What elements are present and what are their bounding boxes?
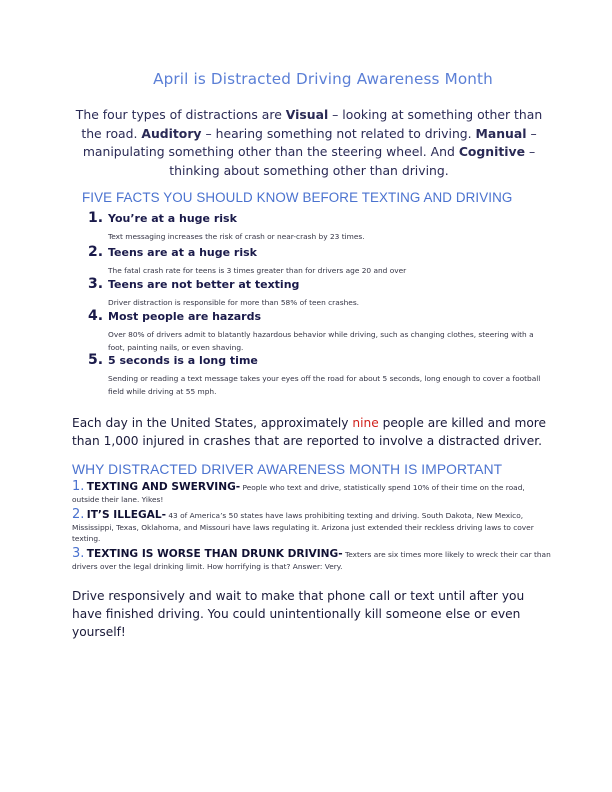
fact-title: 5 seconds is a long time bbox=[108, 354, 258, 367]
fact-number: 2. bbox=[88, 244, 104, 260]
why-text: 43 of America’s 50 states have laws prohibiting texting and driving. South Dakota, New Mexico, Mississippi, Texas, Oklahoma, and Missouri have laws regulating it. Arizona just extended their reckless driving laws to cover texting. bbox=[72, 511, 534, 543]
facts-heading: FIVE FACTS YOU SHOULD KNOW BEFORE TEXTING AND DRIVING bbox=[82, 190, 513, 205]
fact-number: 4. bbox=[88, 308, 104, 324]
statistic-paragraph bbox=[72, 414, 552, 450]
fact-number: 5. bbox=[88, 352, 104, 368]
statistic-highlight: nine bbox=[352, 416, 379, 430]
intro-term-manual: Manual bbox=[475, 125, 527, 141]
intro-text: The four types of distractions are bbox=[75, 107, 286, 122]
why-lead: TEXTING IS WORSE THAN DRUNK DRIVING- bbox=[86, 548, 343, 560]
why-item bbox=[72, 509, 552, 545]
why-text: People who text and drive, statistically spend 10% of their time on the road, outside their lane. Yikes! bbox=[72, 483, 525, 504]
intro-paragraph bbox=[74, 106, 544, 180]
why-number: 2. bbox=[72, 507, 85, 522]
fact-description: The fatal crash rate for teens is 3 times greater than for drivers age 20 and over bbox=[108, 266, 407, 275]
why-text: Texters are six times more likely to wreck their car than drivers over the legal drinking limit. How horrifying is that? Answer: Very. bbox=[72, 550, 551, 571]
why-number: 1. bbox=[72, 479, 85, 494]
intro-term-cognitive: Cognitive bbox=[458, 144, 526, 160]
statistic-text: people are killed and more than 1,000 injured in crashes that are reported to involve a distracted driver. bbox=[72, 416, 547, 448]
why-heading: WHY DISTRACTED DRIVER AWARENESS MONTH IS IMPORTANT bbox=[72, 462, 503, 477]
why-item bbox=[72, 548, 552, 572]
fact-title: Teens are at a huge risk bbox=[108, 246, 257, 259]
fact-title: You’re at a huge risk bbox=[108, 212, 237, 225]
fact-description: Text messaging increases the risk of crash or near-crash by 23 times. bbox=[108, 232, 365, 241]
fact-number: 1. bbox=[88, 210, 104, 226]
intro-term-visual: Visual bbox=[285, 107, 329, 122]
why-item bbox=[72, 481, 552, 505]
statistic-text: Each day in the United States, approximately bbox=[72, 416, 353, 430]
intro-text: – looking at something other than the road. bbox=[81, 107, 543, 141]
why-lead: TEXTING AND SWERVING- bbox=[86, 481, 241, 493]
intro-text: – hearing something not related to driving. bbox=[201, 125, 476, 141]
fact-description: Sending or reading a text message takes your eyes off the road for about 5 seconds, long enough to cover a football field while driving at 55 mph. bbox=[108, 374, 541, 396]
intro-text: – thinking about something other than driving. bbox=[169, 144, 536, 178]
fact-title: Teens are not better at texting bbox=[108, 278, 300, 291]
fact-description: Over 80% of drivers admit to blatantly hazardous behavior while driving, such as changing clothes, steering with a foot, painting nails, or even shaving. bbox=[108, 330, 534, 352]
why-lead: IT’S ILLEGAL- bbox=[86, 509, 166, 521]
why-number: 3. bbox=[72, 546, 85, 561]
fact-description: Driver distraction is responsible for more than 58% of teen crashes. bbox=[108, 298, 360, 307]
fact-title: Most people are hazards bbox=[108, 310, 262, 323]
intro-text: – manipulating something other than the steering wheel. And bbox=[82, 125, 537, 160]
fact-number: 3. bbox=[88, 276, 104, 292]
closing-paragraph: Drive responsively and wait to make that phone call or text until after you have finished driving. You could unintentionally kill someone else or even yourself! bbox=[72, 589, 525, 639]
page-title: April is Distracted Driving Awareness Month bbox=[153, 70, 493, 88]
intro-term-auditory: Auditory bbox=[141, 125, 202, 141]
